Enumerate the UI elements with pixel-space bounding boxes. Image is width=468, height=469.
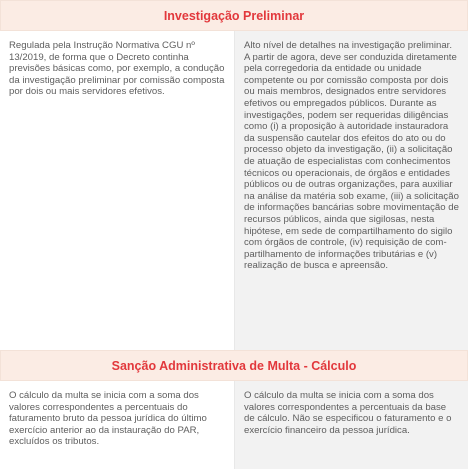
new-rule-cell: O cálculo da multa se inicia com a soma dos valores correspondentes a percentuais da base de cálculo. Não se especificou o faturamento e o exercício financeiro da pessoa jurídica. xyxy=(234,381,468,469)
comparison-row xyxy=(0,31,468,350)
section-title-sancao-multa: Sanção Administrativa de Multa - Cálculo xyxy=(0,350,468,381)
comparison-row xyxy=(0,381,468,469)
new-rule-cell: Alto nível de detalhes na investigação preliminar. A partir de agora, deve ser conduzida diretamente pela corregedoria da entidade ou unidade competente ou por comissão composta por dois ou mais membros, designados entre servidores efetivos ou empregados públicos. Durante as investigações, podem ser requeridas diligências como (i) a proposição à autoridade instauradora da suspensão cautelar dos efeitos do ato ou do processo objeto da investigação, (ii) a solicitação de atuação de especialistas com conhecimentos técnicos ou operacionais, de órgãos e entidades públicos ou de outras organizações, para auxiliar na análise da matéria sob exame, (iii) a solicitação de informações bancárias sobre movimentação de recursos públicos, ainda que sigilosas, nesta hipótese, em sede de compartilhamento do sigilo com órgãos de controle, (iv) requisição de compartilhamento de informações tributárias e (v) realização de busca e apreensão. xyxy=(234,31,468,350)
previous-rule-cell: Regulada pela Instrução Normativa CGU nº 13/2019, de forma que o Decreto continha previsões básicas como, por exemplo, a condução da investigação preliminar por comissão composta por dois ou mais servidores efetivos. xyxy=(0,31,234,350)
previous-rule-cell: O cálculo da multa se inicia com a soma dos valores correspondentes a percentuais do faturamento bruto da pessoa jurídica do último exercício anterior ao da instauração do PAR, excluídos os tributos. xyxy=(0,381,234,469)
section-title-investigacao: Investigação Preliminar xyxy=(0,0,468,31)
